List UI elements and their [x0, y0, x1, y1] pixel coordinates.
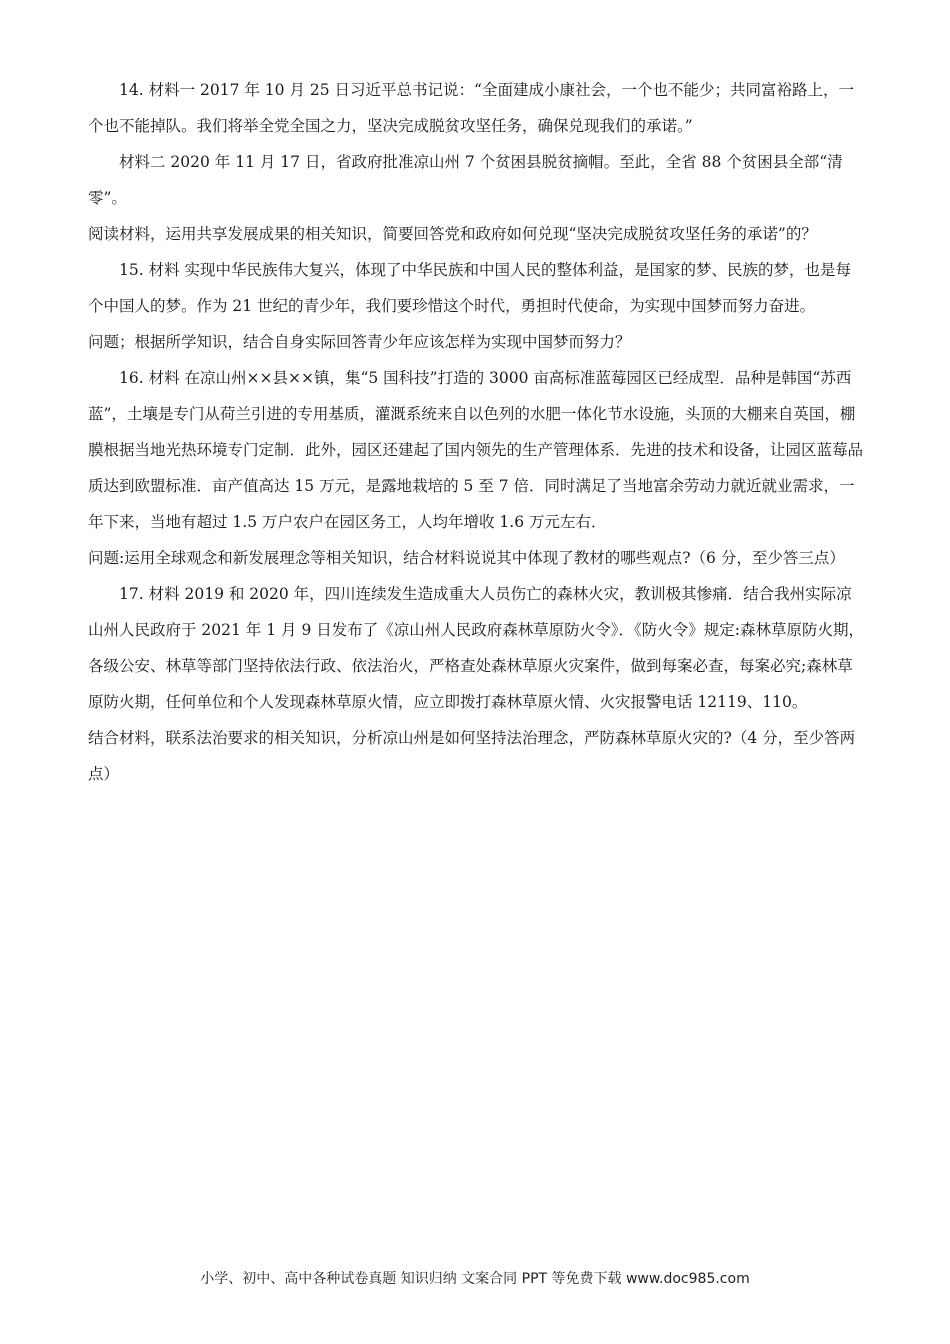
q14-material-2: 材料二 2020 年 11 月 17 日，省政府批准凉山州 7 个贫困县脱贫摘帽。至此，全省 88 个贫困县全部“清零”。	[88, 153, 843, 207]
exam-content	[88, 72, 866, 792]
q14-material-1: 14. 材料一 2017 年 10 月 25 日习近平总书记说：“全面建成小康社会，一个也不能少；共同富裕路上，一个也不能掉队。我们将举全党全国之力，坚决完成脱贫攻坚任务，确保兑现我们的承诺。”	[88, 81, 854, 135]
q15-question: 问题；根据所学知识，结合自身实际回答青少年应该怎样为实现中国梦而努力？	[88, 333, 631, 351]
question-15	[88, 252, 866, 360]
q16-question: 问题:运用全球观念和新发展理念等相关知识，结合材料说说其中体现了教材的哪些观点?（6 分，至少答三点）	[88, 549, 845, 567]
footer-watermark-text: 小学、初中、高中各种试卷真题 知识归纳 文案合同 PPT 等免费下载 www.doc985.com	[200, 1271, 750, 1287]
q14-question: 阅读材料，运用共享发展成果的相关知识，简要回答党和政府如何兑现“坚决完成脱贫攻坚任务的承诺”的？	[88, 225, 817, 243]
q17-material: 17. 材料 2019 和 2020 年，四川连续发生造成重大人员伤亡的森林火灾，教训极其惨痛．结合我州实际凉山州人民政府于 2021 年 1 月 9 日发布了《凉山州人民政府森林草原防火令》．《防火令》规定:森林草原防火期，各级公安、林草等部门坚持依法行政、依法治火，严格查处森林草原火灾案件，做到每案必查，每案必究;森林草原防火期，任何单位和个人发现森林草原火情，应立即拨打森林草原火情、火灾报警电话 12119、110。	[88, 585, 864, 711]
q15-material: 15. 材料 实现中华民族伟大复兴，体现了中华民族和中国人民的整体利益，是国家的梦、民族的梦，也是每个中国人的梦。作为 21 世纪的青少年，我们要珍惜这个时代，勇担时代使命，为实现中国梦而努力奋进。	[88, 261, 852, 315]
question-17	[88, 576, 866, 792]
question-16	[88, 360, 866, 576]
q16-material: 16. 材料 在凉山州××县××镇，集“5 国科技”打造的 3000 亩高标准蓝莓园区已经成型．品种是韩国“苏西蓝”，土壤是专门从荷兰引进的专用基质，灌溉系统来自以色列的水肥一体化节水设施，头顶的大棚来自英国，棚膜根据当地光热环境专门定制．此外，园区还建起了国内领先的生产管理体系．先进的技术和设备，让园区蓝莓品质达到欧盟标准．亩产值高达 15 万元，是露地栽培的 5 至 7 倍．同时满足了当地富余劳动力就近就业需求，一年下来，当地有超过 1.5 万户农户在园区务工，人均年增收 1.6 万元左右．	[88, 369, 864, 531]
q17-question: 结合材料，联系法治要求的相关知识，分析凉山州是如何坚持法治理念，严防森林草原火灾的?（4 分，至少答两点）	[88, 729, 856, 783]
question-14	[88, 72, 866, 252]
